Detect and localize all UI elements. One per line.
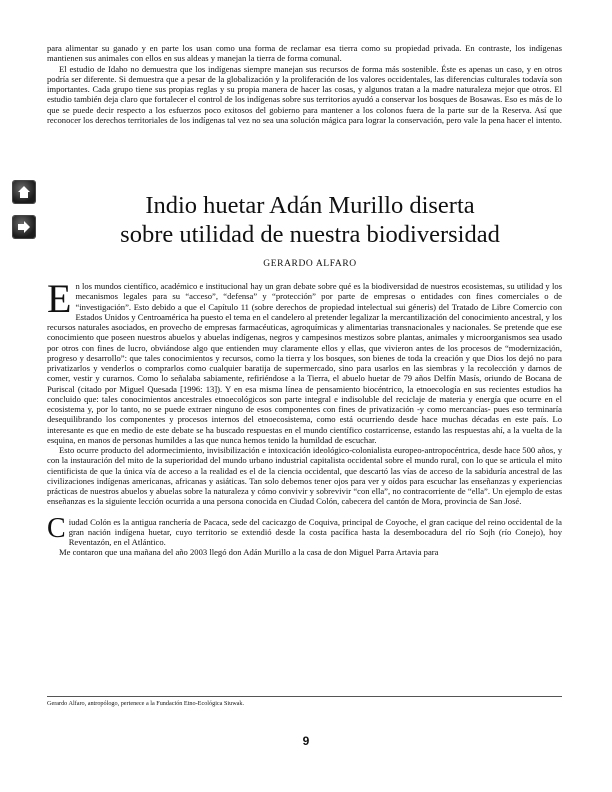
next-page-button[interactable]: [13, 216, 35, 238]
home-button[interactable]: [13, 181, 35, 203]
drop-cap: E: [47, 276, 72, 321]
drop-cap: C: [47, 512, 66, 544]
footnote: Gerardo Alfaro, antropólogo, pertenece a la Fundación Etno-Ecológica Siuwak.: [47, 700, 245, 707]
paragraph: El estudio de Idaho no demuestra que los indígenas siempre manejan sus recursos de forma más sostenible. Éste es apenas un caso, y en otros podría ser diferente. Si demuestra que a pesar de la globalización y la proliferación de los valores occidentales, las diferencias culturales todavía son importantes. Cada grupo tiene sus propias reglas y su propia manera de hacer las cosas, y algunos tratan a la madre naturaleza mejor que otros. El estudio también deja claro que fortalecer el control de los indígenas sobre sus territorios ayudó a conservar los bosques de Bosawas. Eso es más de lo que se puede decir respecto a los esfuerzos poco exitosos del gobierno para mantener a los colonos fuera de la parte sur de la Reserva. Así que reconocer los derechos territoriales de los indígenas tal vez no sea una solución mágica para lograr la conservación, pero vale la pena hacer el intento.: [47, 63, 562, 125]
paragraph-text: iudad Colón es la antigua ranchería de Pacaca, sede del cacicazgo de Coquiva, principal de Coyoche, el gran cacique del reino occidental de la gran nación indígena huetar, cuyo territorio se extendió desde la costa pacífica hasta la desembocadura del río Sojh (río Conejo), hoy Reventazón, en el Atlántico.: [68, 516, 562, 547]
title-line: Indio huetar Adán Murillo diserta: [145, 192, 475, 219]
article-body: [47, 276, 562, 558]
title-line: sobre utilidad de nuestra biodiversidad: [120, 221, 500, 248]
article-title: [60, 191, 560, 249]
previous-article-text: [47, 43, 562, 125]
paragraph-text: n los mundos científico, académico e institucional hay un gran debate sobre qué es la biodiversidad de nuestros ecosistemas, su utilidad y los mecanismos legales para su “acceso”, “defensa” y “protección” por parte de empresas o entidades con fines comerciales o de “investigación”. Esto debido a que el Capítulo 11 (sobre derechos de propiedad intelectual sui géneris) del Tratado de Libre Comercio con Estados Unidos y Centroamérica ha puesto el tema en el candelero al pretender legalizar la mercantilización del conocimiento ancestral, y los recursos naturales asociados, en provecho de empresas farmacéuticas, agroquímicas y alimentarias transnacionales y nacionales. Se pretende que ese conocimiento que poseen nuestros abuelos y abuelas indígenas, negros y campesinos mestizos sobre plantas, animales y microorganismos sea usado por otros con fines de lucro, obviándose algo que entienden muy claramente ellos y ellas, que vivieron antes de los procesos de “modernización, progreso y desarrollo”: que tales conocimientos y recursos, como la tierra y los bosques, son bienes de toda la creación y que Dios los dejó no para privatizarlos y venderlos o comprarlos como cualquier baratija de supermercado, sino para usarlos en las siembras y la recolección y darnos de comer, vestir y curarnos. Como lo señalaba sabiamente, refiriéndose a la Tierra, el abuelo huetar de 79 años Delfín Masís, oriundo de Bocana de Puriscal (citado por Miguel Quesada [1996: 13]). Y en esa misma línea de pensamiento biocéntrico, la etnoecología en sus recientes estudios ha concluido que: tales conocimientos ancestrales etnoecológicos son parte integral e indisoluble del reciclaje de materia y energía que ocurre en el ecosistema y, por lo tanto, no se puede extraer ninguno de esos componentes con fines de privatización -y como mercancías- pues eso terminaría desequilibrando los componentes y procesos internos del etnoecosistema, como está ocurriendo desde hace muchas décadas en este país. Lo interesante es que en medio de este debate se ha buscado respuestas en el mundo científico costarricense, estando las respuestas ahí, a la vuelta de la esquina, en manos de personas humildes a las que nunca hemos tenido la humildad de escuchar.: [47, 281, 562, 445]
paragraph: [47, 276, 562, 445]
paragraph: [47, 512, 562, 548]
paragraph: Esto ocurre producto del adormecimiento, invisibilización e intoxicación ideológico-colonialista europeo-antropocéntrica, desde hace 500 años, y con la instauración del mito de la superioridad del mundo urbano industrial capitalista occidental sobre el mundo rural, con lo que se articula el mito cientificista de que la única vía de acceso a la realidad es el de la ciencia occidental, que descartó las vías de acceso de la sabiduría ancestral de las civilizaciones indígenas americanas, africanas y asiáticas. Tan solo debemos tener ojos para ver y oídos para escuchar las enseñanzas y experiencias prácticas de nuestros abuelos y abuelas sobre la naturaleza y cómo convivir y sobrevivir “con ella”, no contracorriente de “ella”. Un ejemplo de estas enseñanzas es la siguiente lección ocurrida a una persona conocida en Ciudad Colón, cabecera del cantón de Mora, provincia de San José.: [47, 445, 562, 507]
home-icon: [16, 184, 32, 200]
arrow-right-icon: [16, 219, 32, 235]
section: [47, 512, 562, 558]
author-byline: GERARDO ALFARO: [263, 259, 357, 269]
paragraph: para alimentar su ganado y en parte los usan como una forma de reclamar esa tierra como su propiedad privada. En contraste, los indígenas mantienen sus animales con ellos en sus aldeas y manejan la tierra de forma comunal.: [47, 43, 562, 64]
page-number: 9: [302, 734, 310, 748]
paragraph: Me contaron que una mañana del año 2003 llegó don Adán Murillo a la casa de don Miguel Parra Artavia para: [59, 547, 439, 558]
footnote-divider: [47, 696, 562, 697]
